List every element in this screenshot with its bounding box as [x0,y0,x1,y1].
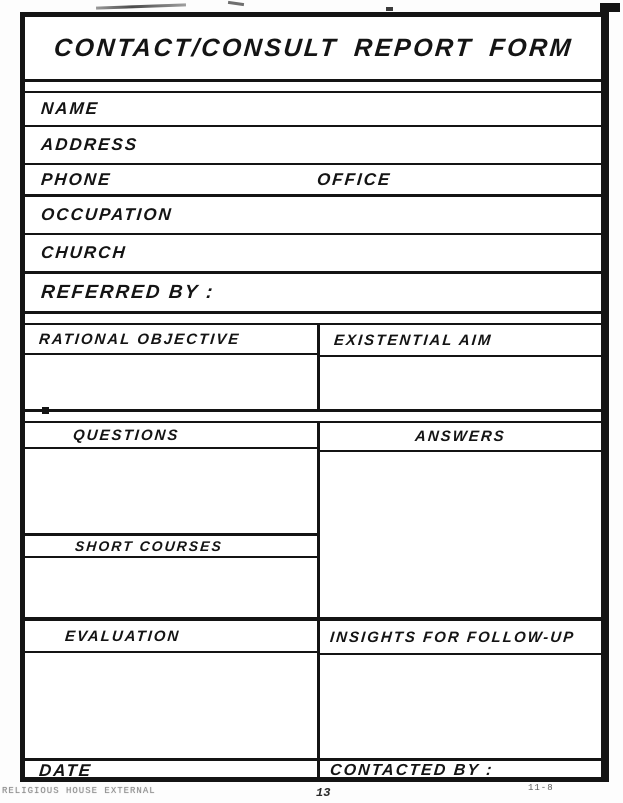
church-field-label: CHURCH [40,243,128,262]
rational-objective-header [25,325,317,355]
scan-speck [386,7,393,11]
footer-document-id: RELIGIOUS HOUSE EXTERNAL [2,786,156,796]
occupation-field-row [25,197,601,235]
answers-label: ANSWERS [414,428,507,445]
short-courses-header [25,533,317,558]
office-field-label: OFFICE [316,169,393,189]
evaluation-blank-area [25,653,317,758]
footer-page-number: 13 [316,786,331,800]
date-contacted-section [25,761,601,781]
answers-blank-area [320,452,601,617]
rational-objective-column [25,325,317,409]
date-column [25,761,317,781]
name-field-label: NAME [40,99,100,118]
existential-aim-header [320,325,601,357]
questions-header [25,423,317,449]
church-field-row [25,235,601,274]
scan-tick-mark [42,407,49,414]
contacted-by-column [317,761,601,781]
rational-objective-label: RATIONAL OBJECTIVE [38,330,242,348]
answers-column [317,423,601,617]
insights-label: INSIGHTS FOR FOLLOW-UP [329,628,576,646]
insights-column [317,621,601,758]
evaluation-label: EVALUATION [64,627,182,645]
short-courses-label: SHORT COURSES [74,538,224,554]
phone-field-label: PHONE [40,169,113,189]
evaluation-column [25,621,317,758]
evaluation-insights-section [25,621,601,758]
form-title-row [25,17,601,79]
double-rule-divider [25,311,601,325]
scan-smudge [96,3,186,9]
questions-blank-area [25,449,317,533]
questions-label: QUESTIONS [72,426,181,444]
short-courses-blank-area [25,558,317,617]
double-rule-divider [25,79,601,93]
phone-office-field-row [25,165,601,197]
footer-code: 11-8 [528,783,554,793]
address-field-label: ADDRESS [40,135,139,154]
contacted-by-header [320,761,601,781]
insights-header [320,621,601,655]
contacted-by-label: CONTACTED BY : [329,762,495,779]
objective-aim-section [25,325,601,409]
page-title: CONTACT/CONSULT REPORT FORM [52,33,574,62]
existential-aim-blank-area [320,357,601,409]
insights-blank-area [320,655,601,758]
rational-objective-blank-area [25,355,317,409]
answers-header [320,423,601,452]
scan-smudge [228,1,244,6]
referred-by-field-row [25,274,601,311]
address-field-row [25,127,601,165]
existential-aim-label: EXISTENTIAL AIM [333,331,494,349]
evaluation-header [25,621,317,653]
referred-by-field-label: REFERRED BY : [40,281,216,303]
date-header [25,761,317,781]
double-rule-divider [25,409,601,423]
contact-consult-form [20,12,609,782]
questions-answers-section [25,423,601,617]
scan-corner-mark [600,3,620,12]
name-field-row [25,93,601,127]
questions-column [25,423,317,617]
date-label: DATE [38,761,93,780]
existential-aim-column [317,325,601,409]
occupation-field-label: OCCUPATION [40,205,174,224]
